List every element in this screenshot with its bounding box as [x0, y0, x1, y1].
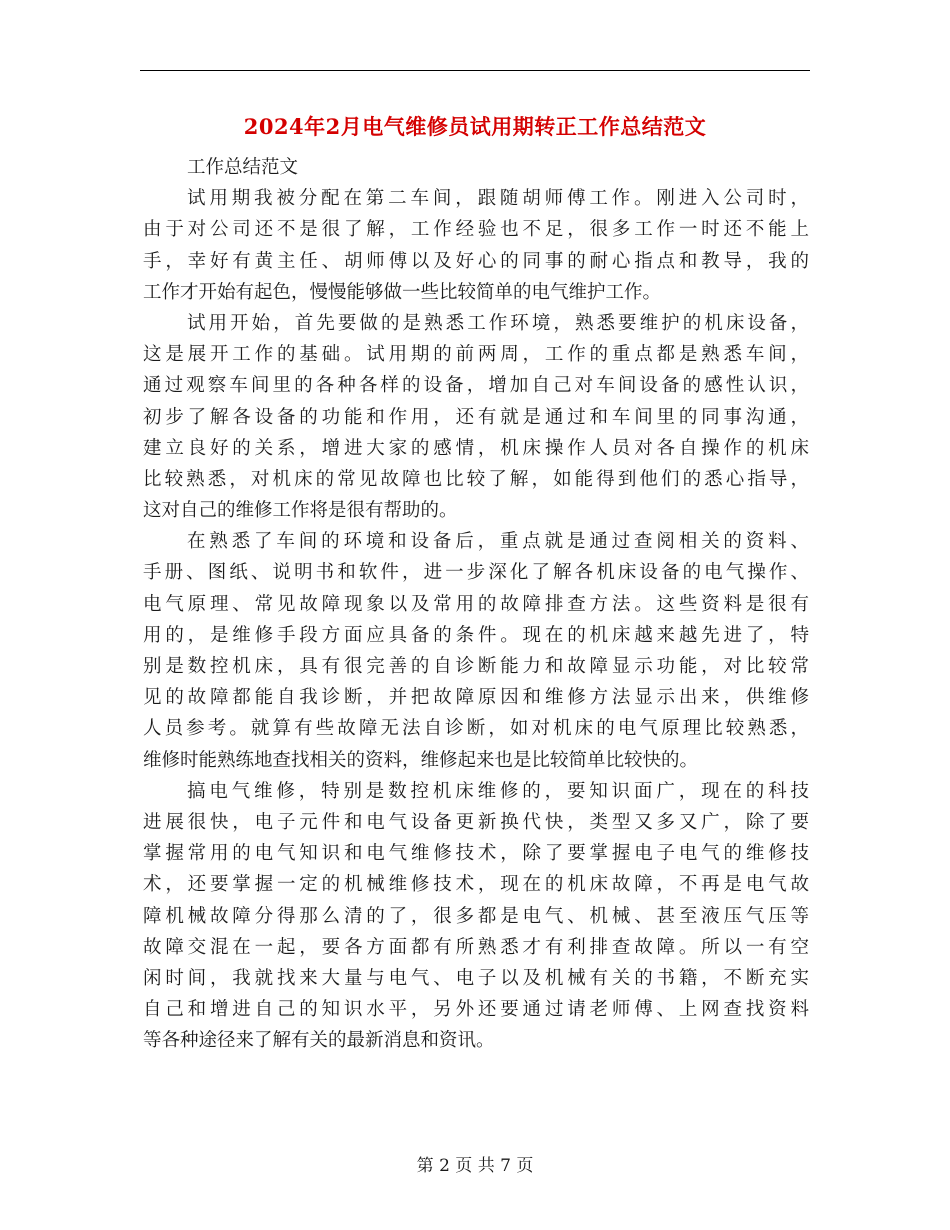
text-line: 手，幸好有黄主任、胡师傅以及好心的同事的耐心指点和教导，我的	[143, 250, 809, 272]
text-line: 术，还要掌握一定的机械维修技术，现在的机床故障，不再是电气故	[143, 874, 809, 896]
text-line: 人员参考。就算有些故障无法自诊断，如对机床的电气原理比较熟悉，	[143, 718, 809, 740]
text-line: 掌握常用的电气知识和电气维修技术，除了要掌握电子电气的维修技	[143, 843, 809, 865]
text-line: 自己和增进自己的知识水平，另外还要通过请老师傅、上网查找资料	[143, 999, 809, 1021]
text-line: 等各种途径来了解有关的最新消息和资讯。	[143, 1030, 495, 1052]
document-body	[143, 152, 809, 1056]
document-title: 2024年2月电气维修员试用期转正工作总结范文	[243, 114, 707, 139]
text-line: 试用期我被分配在第二车间，跟随胡师傅工作。刚进入公司时，	[187, 188, 809, 210]
text-line: 比较熟悉，对机床的常见故障也比较了解，如能得到他们的悉心指导，	[143, 468, 809, 490]
text-line: 维修时能熟练地查找相关的资料，维修起来也是比较简单比较快的。	[143, 749, 699, 771]
paragraph-4	[143, 776, 809, 1057]
text-line: 由于对公司还不是很了解，工作经验也不足，很多工作一时还不能上	[143, 219, 809, 241]
text-line: 电气原理、常见故障现象以及常用的故障排查方法。这些资料是很有	[143, 593, 809, 615]
text-line: 闲时间，我就找来大量与电气、电子以及机械有关的书籍，不断充实	[143, 967, 809, 989]
text-line: 用的，是维修手段方面应具备的条件。现在的机床越来越先进了，特	[143, 624, 809, 646]
text-line: 试用开始，首先要做的是熟悉工作环境，熟悉要维护的机床设备，	[187, 312, 809, 334]
text-line: 这对自己的维修工作将是很有帮助的。	[143, 500, 458, 522]
text-line: 别是数控机床，具有很完善的自诊断能力和故障显示功能，对比较常	[143, 656, 809, 678]
text-line: 初步了解各设备的功能和作用，还有就是通过和车间里的同事沟通，	[143, 406, 809, 428]
header-rule	[140, 70, 810, 71]
text-line: 见的故障都能自我诊断，并把故障原因和维修方法显示出来，供维修	[143, 687, 809, 709]
page-number-footer: 第 2 页 共 7 页	[416, 1156, 534, 1176]
text-line: 手册、图纸、说明书和软件，进一步深化了解各机床设备的电气操作、	[143, 562, 809, 584]
text-line: 工作才开始有起色，慢慢能够做一些比较简单的电气维护工作。	[143, 281, 662, 303]
paragraph-2	[143, 308, 809, 526]
text-line: 在熟悉了车间的环境和设备后，重点就是通过查阅相关的资料、	[187, 531, 809, 553]
text-line: 搞电气维修，特别是数控机床维修的，要知识面广，现在的科技	[187, 780, 809, 802]
text-line: 这是展开工作的基础。试用期的前两周，工作的重点都是熟悉车间，	[143, 344, 809, 366]
text-line: 建立良好的关系，增进大家的感情，机床操作人员对各自操作的机床	[143, 437, 809, 459]
text-line: 障机械故障分得那么清的了，很多都是电气、机械、甚至液压气压等	[143, 905, 809, 927]
paragraph-1	[143, 183, 809, 308]
text-line: 通过观察车间里的各种各样的设备，增加自己对车间设备的感性认识，	[143, 375, 809, 397]
section-subheading: 工作总结范文	[187, 157, 299, 178]
paragraph-3	[143, 526, 809, 776]
text-line: 进展很快，电子元件和电气设备更新换代快，类型又多又广，除了要	[143, 811, 809, 833]
text-line: 故障交混在一起，要各方面都有所熟悉才有利排查故障。所以一有空	[143, 936, 809, 958]
